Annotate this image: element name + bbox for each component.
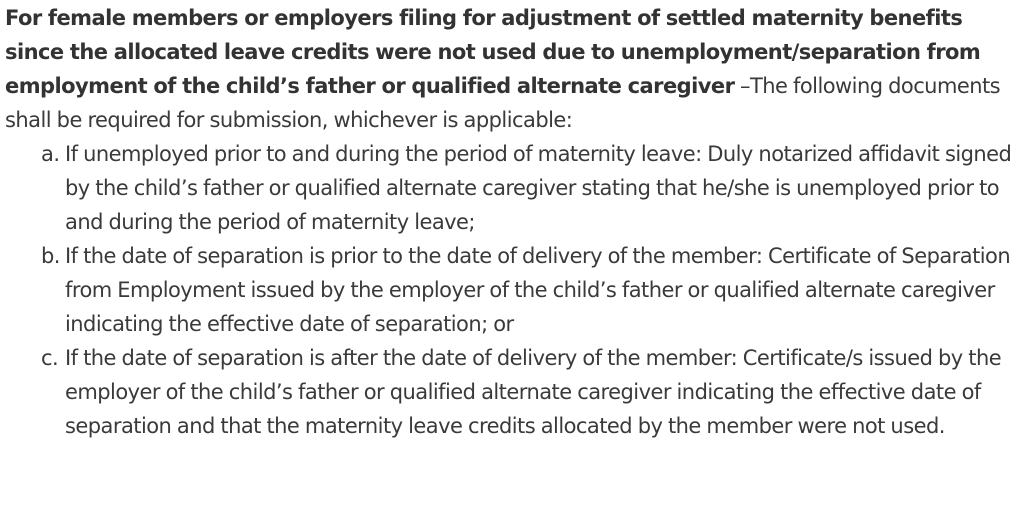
- intro-heading-bold: For female members or employers filing for adjustment of settled maternity benefits since the allocated leave credits were not used due to unemployment/separation from employment of the child’s father or qualified alternate caregiver: [5, 6, 981, 98]
- list-item: [41, 341, 1019, 443]
- intro-paragraph: [5, 1, 1019, 137]
- document-body: [5, 1, 1019, 443]
- list-marker: b.: [41, 244, 60, 268]
- list-item: [41, 239, 1019, 341]
- list-marker: c.: [41, 346, 59, 370]
- list-item: [41, 137, 1019, 239]
- list-item-text: If the date of separation is prior to the date of delivery of the member: Certificate of Separation from Employment issued by the employer of the child’s father or qualified alternate caregiver indicating the effective date of separation; or: [65, 244, 1011, 336]
- list-item-text: If unemployed prior to and during the period of maternity leave: Duly notarized affidavit signed by the child’s father or qualified alternate caregiver stating that he/she is unemployed prior to and during the period of maternity leave;: [65, 142, 1012, 234]
- list-item-text: If the date of separation is after the date of delivery of the member: Certificate/s issued by the employer of the child’s father or qualified alternate caregiver indicating the effective date of separation and that the maternity leave credits allocated by the member were not used.: [65, 346, 1002, 438]
- intro-heading-rest: –The following documents shall be required for submission, whichever is applicable:: [5, 74, 1001, 132]
- requirements-list: [5, 137, 1019, 443]
- list-marker: a.: [41, 142, 60, 166]
